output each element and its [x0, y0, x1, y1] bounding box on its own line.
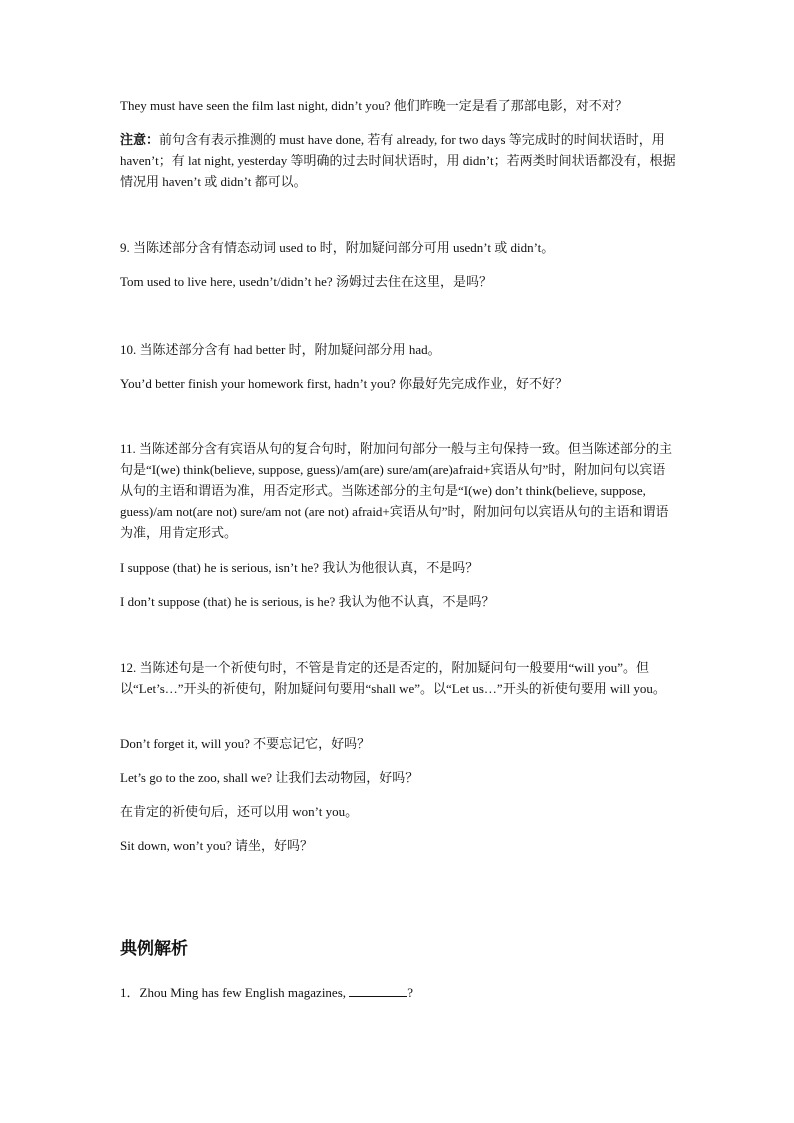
example-must-have: They must have seen the film last night, didn’t you? 他们昨晚一定是看了那部电影，对不对？ — [120, 98, 628, 113]
question-1-mark: ? — [407, 985, 414, 1000]
example-9: Tom used to live here, usedn’t/didn’t he? 汤姆过去住在这里，是吗？ — [120, 274, 492, 289]
question-1 — [120, 982, 676, 1003]
example-12b: Let’s go to the zoo, shall we? 让我们去动物园，好吗？ — [120, 770, 419, 785]
section-heading: 典例解析 — [120, 939, 188, 958]
rule-10: 10. 当陈述部分含有 had better 时，附加疑问部分用 had。 — [120, 342, 441, 357]
question-1-text: 1．Zhou Ming has few English magazines, — [120, 985, 350, 1000]
example-12c: 在肯定的祈使句后，还可以用 won’t you。 — [120, 804, 359, 819]
example-12a: Don’t forget it, will you? 不要忘记它，好吗？ — [120, 736, 371, 751]
rule-11: 11. 当陈述部分含有宾语从句的复合句时，附加问句部分一般与主句保持一致。但当陈述部分的主句是“I(we) think(believe, suppose, guess)/am(are) sure/am(are)afraid+宾语从句”时，附加问句以宾语从句的主语和谓语为准，用否定形式。当陈述部分的主句是“I(we) don’t think(believe, suppose, guess)/am not(are not) sure/am not (are not) afraid+宾语从句”时，附加问句以宾语从句的主语和谓语为准，用肯定形式。 — [120, 441, 673, 540]
example-11a: I suppose (that) he is serious, isn’t he? 我认为他很认真，不是吗？ — [120, 560, 479, 575]
note-label: 注意： — [120, 132, 160, 147]
rule-12: 12. 当陈述句是一个祈使句时，不管是肯定的还是否定的，附加疑问句一般要用“will you”。但以“Let’s…”开头的祈使句，附加疑问句要用“shall we”。以“Let us…”开头的祈使句要用 will you。 — [120, 660, 666, 696]
example-10: You’d better finish your homework first, hadn’t you? 你最好先完成作业，好不好？ — [120, 376, 568, 391]
rule-9: 9. 当陈述部分含有情态动词 used to 时，附加疑问部分可用 usedn’t 或 didn’t。 — [120, 240, 555, 255]
note-text: 前句含有表示推测的 must have done, 若有 already, for two days 等完成时的时间状语时，用 haven’t；有 lat night, yesterday 等明确的过去时间状语时，用 didn’t；若两类时间状语都没有，根据情况用 haven’t 或 didn’t 都可以。 — [120, 132, 676, 189]
example-12d: Sit down, won’t you? 请坐，好吗？ — [120, 838, 313, 853]
example-11b: I don’t suppose (that) he is serious, is he? 我认为他不认真，不是吗？ — [120, 594, 495, 609]
answer-blank — [349, 984, 407, 997]
note-paragraph — [120, 129, 676, 192]
